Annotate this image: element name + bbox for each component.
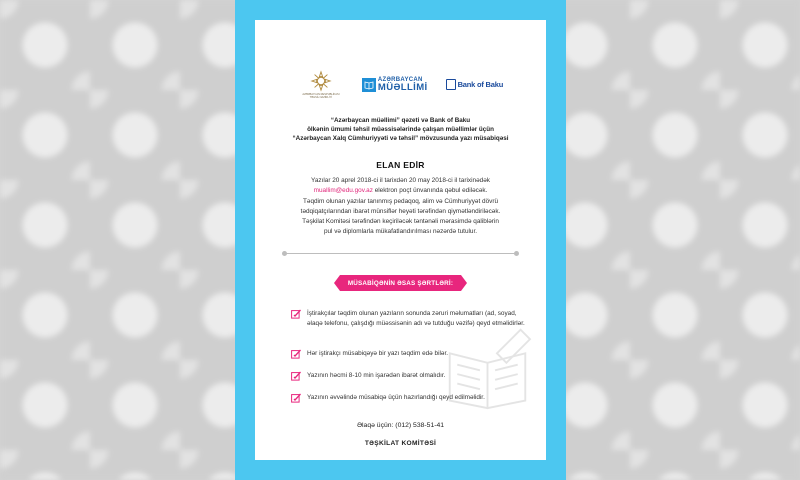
condition-text: Hər iştirakçı müsabiqəyə bir yazı təqdim edə bilər. xyxy=(307,350,449,357)
condition-text: Yazının həcmi 8-10 min işarədən ibarət olmalıdır. xyxy=(307,372,446,379)
organizing-committee: TƏŞKİLAT KOMİTƏSİ xyxy=(364,440,437,447)
logo-row xyxy=(255,70,546,99)
body-line: Təşkilat Komitəsi tərəfindən keçiriləcək təntənəli mərasimdə qaliblərin xyxy=(302,218,499,225)
ministry-logo xyxy=(298,70,344,99)
body-line: Yazılar 20 aprel 2018-ci il tarixdən 20 may 2018-ci il tarixinədək xyxy=(311,177,490,184)
announcement-heading: ELAN EDİR xyxy=(376,160,425,170)
conditions-list xyxy=(291,309,531,415)
body-line: Təqdim olunan yazılar tanınmış pedaqoq, alim və Cümhuriyyət dövrü xyxy=(302,197,498,205)
azerbaycan-muellimi-logo xyxy=(362,77,428,93)
condition-text: Yazının əvvəlində müsabiqə üçün hazırlandığı qeyd edilməlidir. xyxy=(307,394,485,401)
body-line: pul və diplomlarla mükafatlandırılması nəzərdə tutulur. xyxy=(323,228,478,236)
list-item xyxy=(291,393,531,415)
teacher-logo-line1: AZƏRBAYCAN xyxy=(377,76,423,83)
edit-checkbox-icon xyxy=(291,349,301,359)
intro-line: ölkənin ümumi təhsil müəssisələrində çalışan müəllimlər üçün xyxy=(307,126,494,134)
ministry-caption: AZƏRBAYCAN RESPUBLİKASI TƏHSİL NAZİRLİYİ xyxy=(302,93,340,100)
email-link[interactable]: muallim@edu.gov.az xyxy=(313,187,373,195)
intro-line: “Azərbaycan Xalq Cümhuriyyəti və təhsil” mövzusunda yazı müsabiqəsi xyxy=(292,135,509,143)
open-book-icon xyxy=(362,78,376,92)
condition-text: İştirakçılar təqdim olunan yazıların sonunda zəruri məlumatları (ad, soyad, əlaqə telefonu, çalışdığı müəssisənin adı və tutduğu vəzifə) qeyd etməlidirlər. xyxy=(307,310,525,327)
list-item xyxy=(291,371,531,393)
list-item xyxy=(291,309,531,349)
body-line-rest: elektron poçt ünvanında qəbul ediləcək. xyxy=(372,187,488,195)
seal-emblem-icon xyxy=(310,70,332,92)
edit-checkbox-icon xyxy=(291,309,301,319)
intro-line: “Azərbaycan müəllimi” qəzeti və Bank of Baku xyxy=(330,117,471,124)
section-divider xyxy=(285,253,516,254)
intro-text xyxy=(255,116,546,143)
edit-checkbox-icon xyxy=(291,393,301,403)
edit-checkbox-icon xyxy=(291,371,301,381)
body-line: tədqiqatçılarından ibarət münsiflər heyəti tərəfindən qiymətləndiriləcək. xyxy=(300,207,501,215)
poster-card xyxy=(255,20,546,460)
list-item xyxy=(291,349,531,371)
bank-of-baku-logo xyxy=(446,79,504,90)
bank-icon xyxy=(446,79,456,90)
conditions-banner: MÜSABİQƏNİN ƏSAS ŞƏRTLƏRİ: xyxy=(340,275,461,291)
poster-frame xyxy=(235,0,566,480)
contact-phone: Əlaqə üçün: (012) 538-51-41 xyxy=(356,422,445,429)
announcement-body xyxy=(275,176,526,238)
teacher-logo-line2: MÜƏLLİMİ xyxy=(377,81,428,93)
body-line xyxy=(275,186,526,196)
bank-name: Bank of Baku xyxy=(457,80,504,90)
